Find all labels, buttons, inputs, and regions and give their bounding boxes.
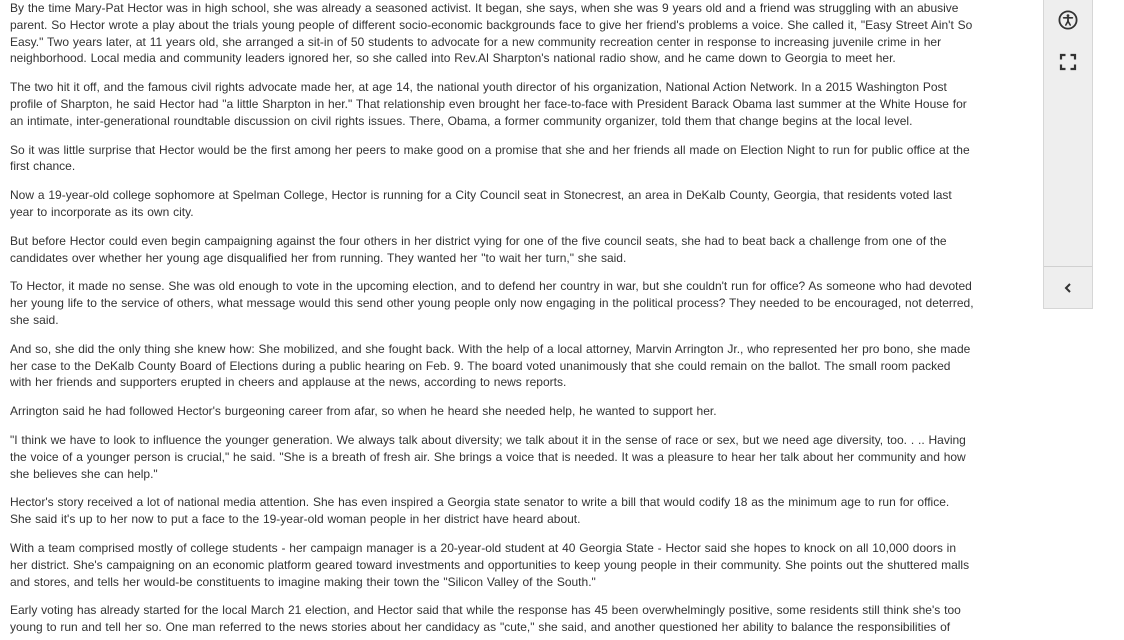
- fullscreen-button[interactable]: [1044, 42, 1092, 82]
- article-paragraph: And so, she did the only thing she knew how: She mobilized, and she fought back. With the help of a local attorney, Marvin Arrington Jr., who represented her pro bono, she made her case to the DeKalb County Board of Elections during a public hearing on Feb. 9. The board voted unanimously that she could remain on the ballot. The small room packed with her friends and supporters erupted in cheers and applause at the news, according to news reports.: [10, 341, 971, 390]
- article-paragraph: The two hit it off, and the famous civil rights advocate made her, at age 14, the national youth director of his organization, National Action Network. In a 2015 Washington Post profile of Sharpton, he said Hector had "a little Sharpton in her." That relationship even brought her face-to-face with President Barack Obama last summer at the White House for an intimate, inter-generational roundtable discussion on civil rights issues. There, Obama, a former community organizer, told them that change begins at the local level.: [10, 80, 967, 128]
- reader-toolbar: [1043, 0, 1093, 309]
- article-paragraph: To Hector, it made no sense. She was old enough to vote in the upcoming election, and to defend her country in war, but she couldn't run for office? As someone who had devoted her young life to the service of others, what message would this send other young people only now engaging in the political process? They needed to be encouraged, not deterred, she said.: [10, 279, 974, 327]
- article-paragraph: But before Hector could even begin campaigning against the four others in her district vying for one of the five council seats, she had to beat back a challenge from one of the candidates over whether her young age disqualified her from running. They wanted her "to wait her turn," she said.: [10, 233, 947, 265]
- chevron-left-icon: [1063, 282, 1073, 294]
- fullscreen-icon: [1059, 53, 1077, 71]
- article-paragraph: So it was little surprise that Hector would be the first among her peers to make good on a promise that she and her friends all made on Election Night to run for public office at the first chance.: [10, 142, 970, 174]
- article-paragraph: Hector's story received a lot of national media attention. She has even inspired a Georgia state senator to write a bill that would codify 18 as the minimum age to run for office. She said it's up to her now to put a face to the 19-year-old woman people in her district have heard about.: [10, 495, 950, 527]
- article-paragraph: "I think we have to look to influence the younger generation. We always talk about diversity; we talk about it in the sense of race or sex, but we need age diversity, too. . .. Having the voice of a younger person is crucial," he said. "She is a breath of fresh air. She brings a voice that is needed. It was a pleasure to hear her talk about her community and how she believes she can help.": [10, 432, 966, 481]
- article-paragraph: Arrington said he had followed Hector's burgeoning career from afar, so when he heard she needed help, he wanted to support her.: [10, 404, 717, 419]
- article-body: [10, 0, 974, 640]
- article-paragraph: Now a 19-year-old college sophomore at Spelman College, Hector is running for a City Council seat in Stonecrest, an area in DeKalb County, Georgia, that residents voted last year to incorporate as its own city.: [10, 188, 952, 219]
- article-paragraph: By the time Mary-Pat Hector was in high school, she was already a seasoned activist. It began, she says, when she was 9 years old and a friend was struggling with an abusive parent. So Hector wrote a play about the trials young people of different socio-economic backgrounds face to give her friend's problems a voice. She called it, "Easy Street Ain't So Easy." Two years later, at 11 years old, she arranged a sit-in of 50 students to advocate for a new community recreation center in response to increasing juvenile crime in her neighborhood. Local media and community leaders ignored her, so she called into Rev.Al Sharpton's national radio show, and he came down to Georgia to meet her.: [10, 1, 973, 66]
- article-paragraph: Early voting has already started for the local March 21 election, and Hector said that while the response has 45 been overwhelmingly positive, some residents still think she's too young to run and tell her so. One man referred to the news stories about her candidacy as "cute," she said, and another questioned her ability to balance the responsibilities of: [10, 603, 961, 635]
- collapse-toolbar-button[interactable]: [1044, 267, 1092, 308]
- accessibility-button[interactable]: [1044, 0, 1092, 40]
- article-paragraph: With a team comprised mostly of college students - her campaign manager is a 20-year-old student at 40 Georgia State - Hector said she hopes to knock on all 10,000 doors in her district. She's campaigning on an economic platform geared toward investments and opportunities to keep young people in their community. She points out the shuttered malls and stores, and tells her would-be constituents to imagine making their town the "Silicon Valley of the South.": [10, 540, 970, 589]
- accessibility-icon: [1058, 10, 1078, 30]
